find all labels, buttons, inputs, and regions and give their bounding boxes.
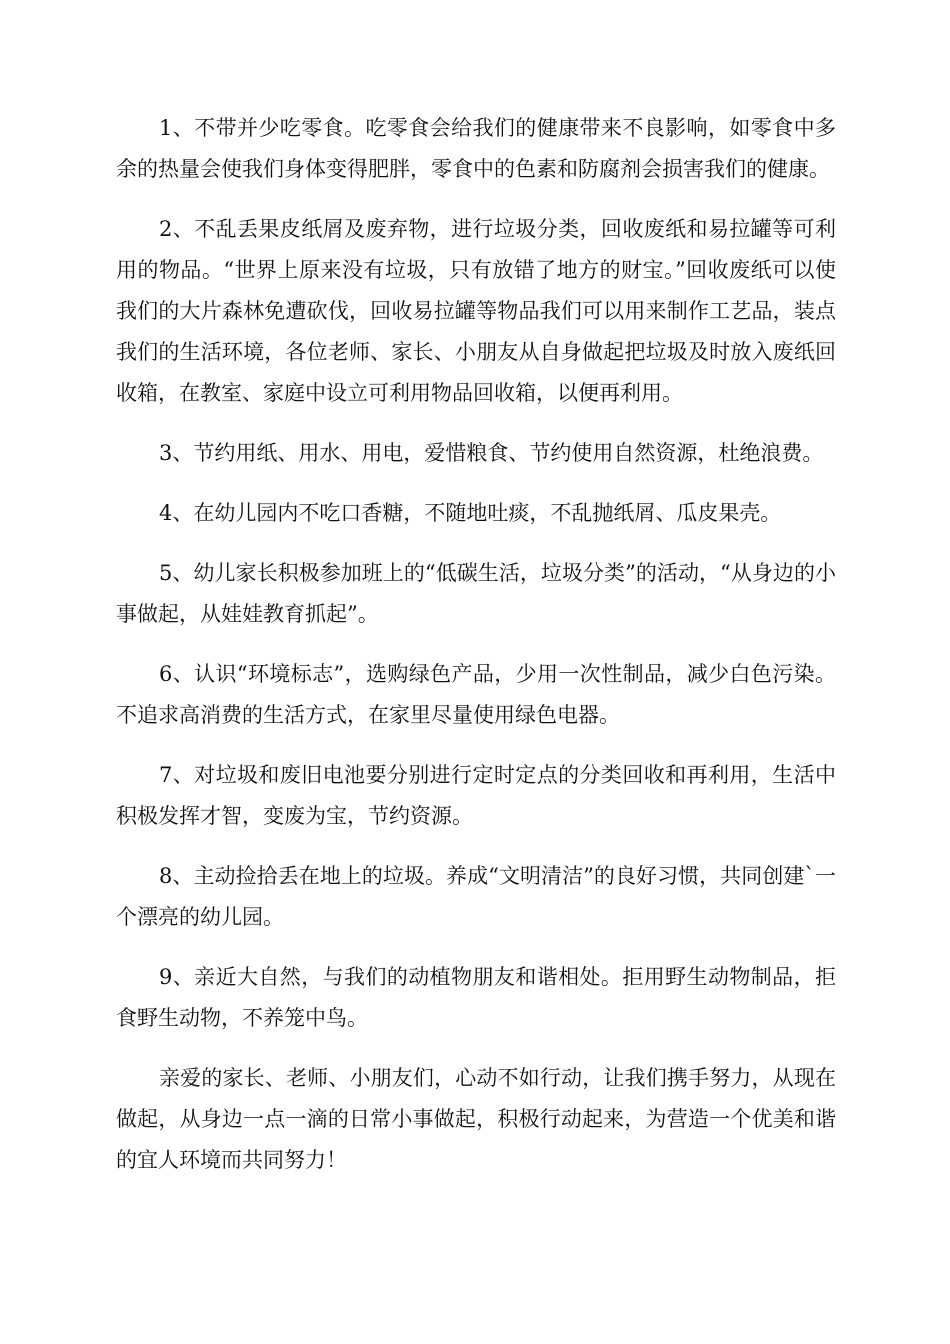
paragraph-6: 6、认识“环境标志”，选购绿色产品，少用一次性制品，减少白色污染。不追求高消费的生活方式，在家里尽量使用绿色电器。 [116, 662, 836, 727]
paragraph-9: 9、亲近大自然，与我们的动植物朋友和谐相处。拒用野生动物制品，拒食野生动物，不养笼中鸟。 [116, 965, 836, 1030]
paragraph-7: 7、对垃圾和废旧电池要分别进行定时定点的分类回收和再利用，生活中积极发挥才智，变废为宝，节约资源。 [116, 763, 836, 828]
closing-paragraph: 亲爱的家长、老师、小朋友们，心动不如行动，让我们携手努力，从现在做起，从身边一点一滴的日常小事做起，积极行动起来，为营造一个优美和谐的宜人环境而共同努力！ [116, 1066, 836, 1172]
document-body [116, 108, 836, 1200]
paragraph-8: 8、主动捡拾丢在地上的垃圾。养成“文明清洁”的良好习惯，共同创建`一个漂亮的幼儿园。 [116, 864, 836, 929]
paragraph-4: 4、在幼儿园内不吃口香糖，不随地吐痰，不乱抛纸屑、瓜皮果壳。 [159, 501, 782, 525]
paragraph-2: 2、不乱丢果皮纸屑及废弃物，进行垃圾分类，回收废纸和易拉罐等可利用的物品。“世界上原来没有垃圾，只有放错了地方的财宝。”回收废纸可以使我们的大片森林免遭砍伐，回收易拉罐等物品我们可以用来制作工艺品，装点我们的生活环境，各位老师、家长、小朋友从自身做起把垃圾及时放入废纸回收箱，在教室、家庭中设立可利用物品回收箱，以便再利用。 [116, 217, 836, 405]
paragraph-1: 1、不带并少吃零食。吃零食会给我们的健康带来不良影响，如零食中多余的热量会使我们身体变得肥胖，零食中的色素和防腐剂会损害我们的健康。 [116, 116, 836, 181]
paragraph-3: 3、节约用纸、用水、用电，爱惜粮食、节约使用自然资源，杜绝浪费。 [159, 441, 824, 465]
paragraph-5: 5、幼儿家长积极参加班上的“低碳生活，垃圾分类”的活动，“从身边的小事做起，从娃娃教育抓起”。 [116, 561, 836, 626]
